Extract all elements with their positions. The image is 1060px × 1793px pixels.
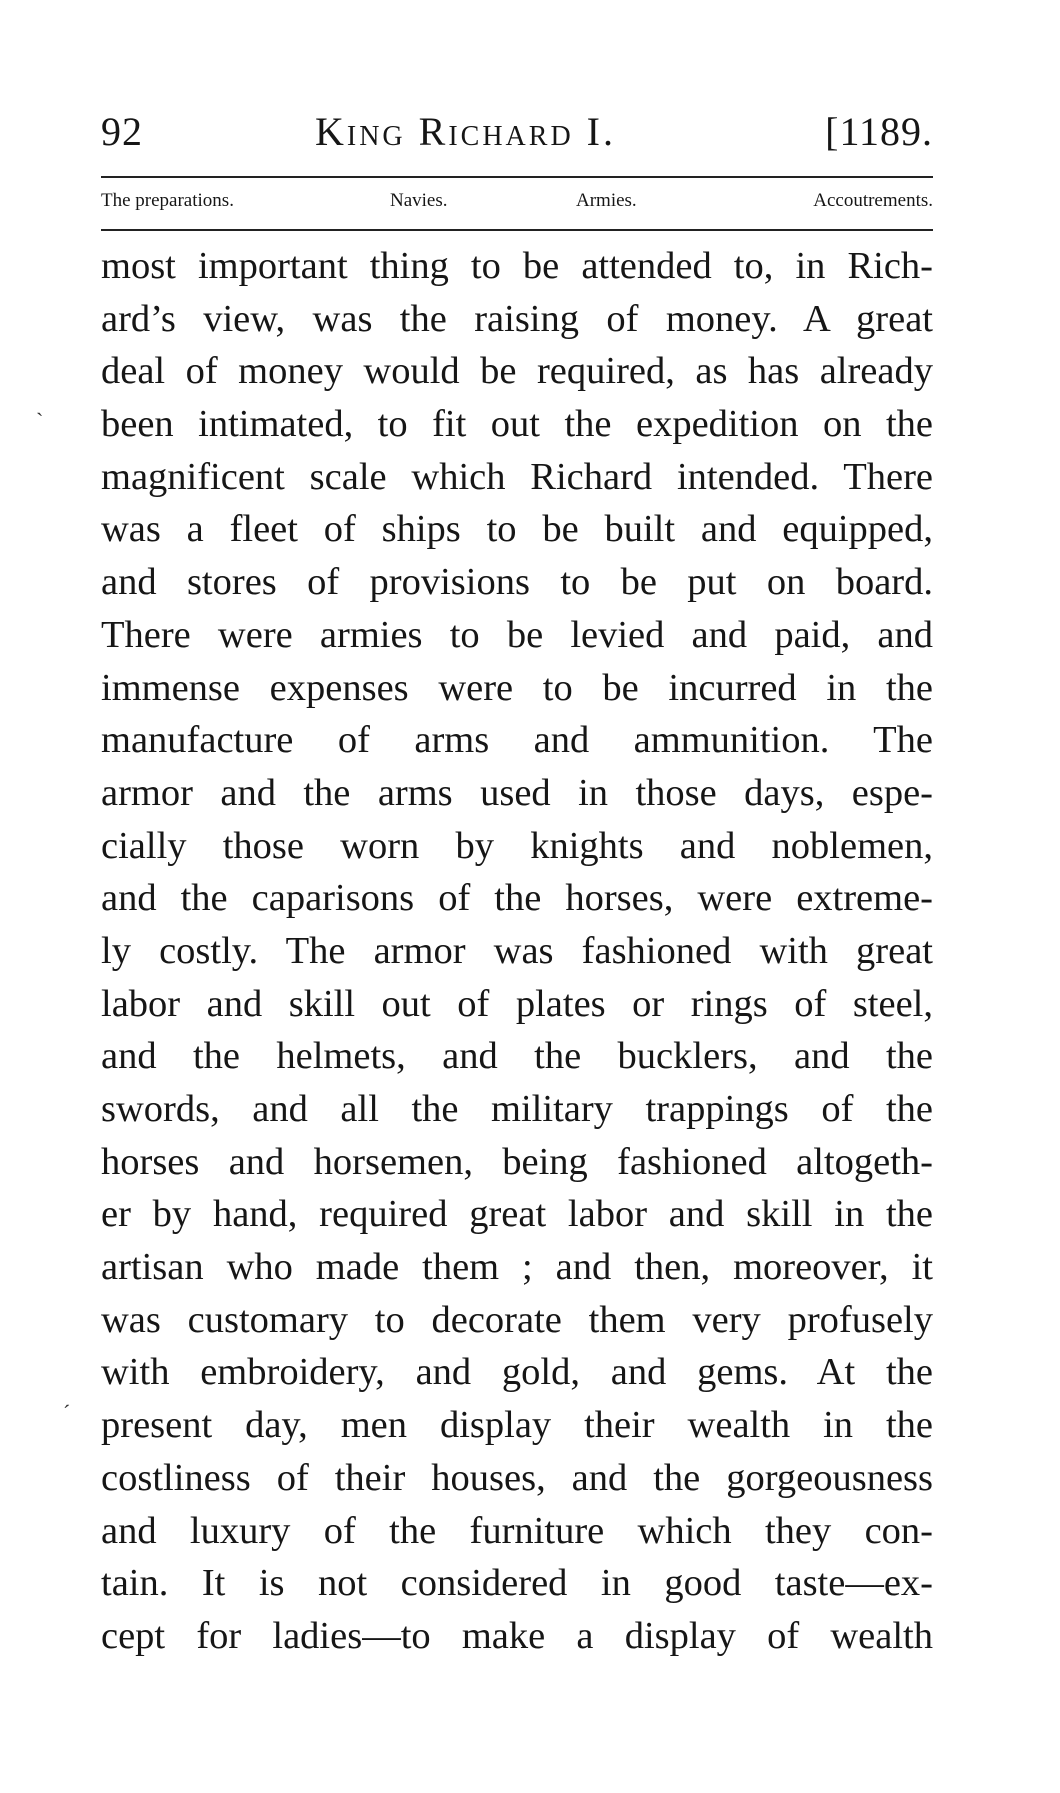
text-line: most important thing to be attended to, in Rich- [101, 245, 933, 287]
header-rule-top [101, 176, 933, 178]
text-line: and stores of provisions to be put on board. [101, 561, 933, 604]
text-line: cially those worn by knights and noblemen, [101, 824, 933, 867]
text-line: been intimated, to fit out the expedition on the [101, 403, 933, 446]
text-line: cept for ladies—to make a display of wealth [101, 1614, 933, 1657]
text-line: present day, men display their wealth in the [101, 1404, 933, 1447]
running-title: King Richard I. [315, 109, 616, 154]
text-line: with embroidery, and gold, and gems. At the [101, 1351, 933, 1394]
text-line: swords, and all the military trappings of the [101, 1088, 933, 1130]
page-header [101, 108, 933, 164]
text-line: There were armies to be levied and paid, and [101, 613, 933, 656]
topic-summary-line [101, 184, 933, 218]
header-rule-bottom [101, 229, 933, 231]
text-line: manufacture of arms and ammunition. The [101, 719, 933, 762]
topic-accoutrements: Accoutrements. [813, 190, 933, 211]
chapter-year: [1189. [825, 109, 933, 154]
text-line: was a fleet of ships to be built and equipped, [101, 508, 933, 551]
text-line: was customary to decorate them very profusely [101, 1298, 933, 1341]
topic-preparations: The preparations. [101, 190, 234, 211]
body-text [101, 240, 933, 1663]
topic-navies: Navies. [390, 190, 448, 211]
topic-armies: Armies. [576, 190, 637, 211]
text-line: deal of money would be required, as has already [101, 350, 933, 393]
margin-speck: ˊ [63, 1400, 71, 1425]
text-line: er by hand, required great labor and skill in the [101, 1193, 933, 1236]
text-line: magnificent scale which Richard intended. There [101, 455, 933, 498]
text-line: tain. It is not considered in good taste—ex- [101, 1562, 933, 1605]
text-line: labor and skill out of plates or rings of steel, [101, 982, 933, 1025]
text-line: armor and the arms used in those days, espe- [101, 771, 933, 814]
text-line: and luxury of the furniture which they con- [101, 1509, 933, 1552]
text-line: artisan who made them ; and then, moreover, it [101, 1246, 933, 1289]
margin-speck: ˋ [36, 408, 44, 433]
text-line: costliness of their houses, and the gorgeousness [101, 1456, 933, 1499]
text-line: horses and horsemen, being fashioned altogeth- [101, 1140, 933, 1183]
page-number: 92 [101, 109, 143, 154]
text-line: and the caparisons of the horses, were extreme- [101, 877, 933, 920]
text-line: ly costly. The armor was fashioned with great [101, 929, 933, 972]
text-line: ard’s view, was the raising of money. A great [101, 297, 933, 340]
text-line: and the helmets, and the bucklers, and the [101, 1035, 933, 1078]
text-line: immense expenses were to be incurred in the [101, 666, 933, 709]
